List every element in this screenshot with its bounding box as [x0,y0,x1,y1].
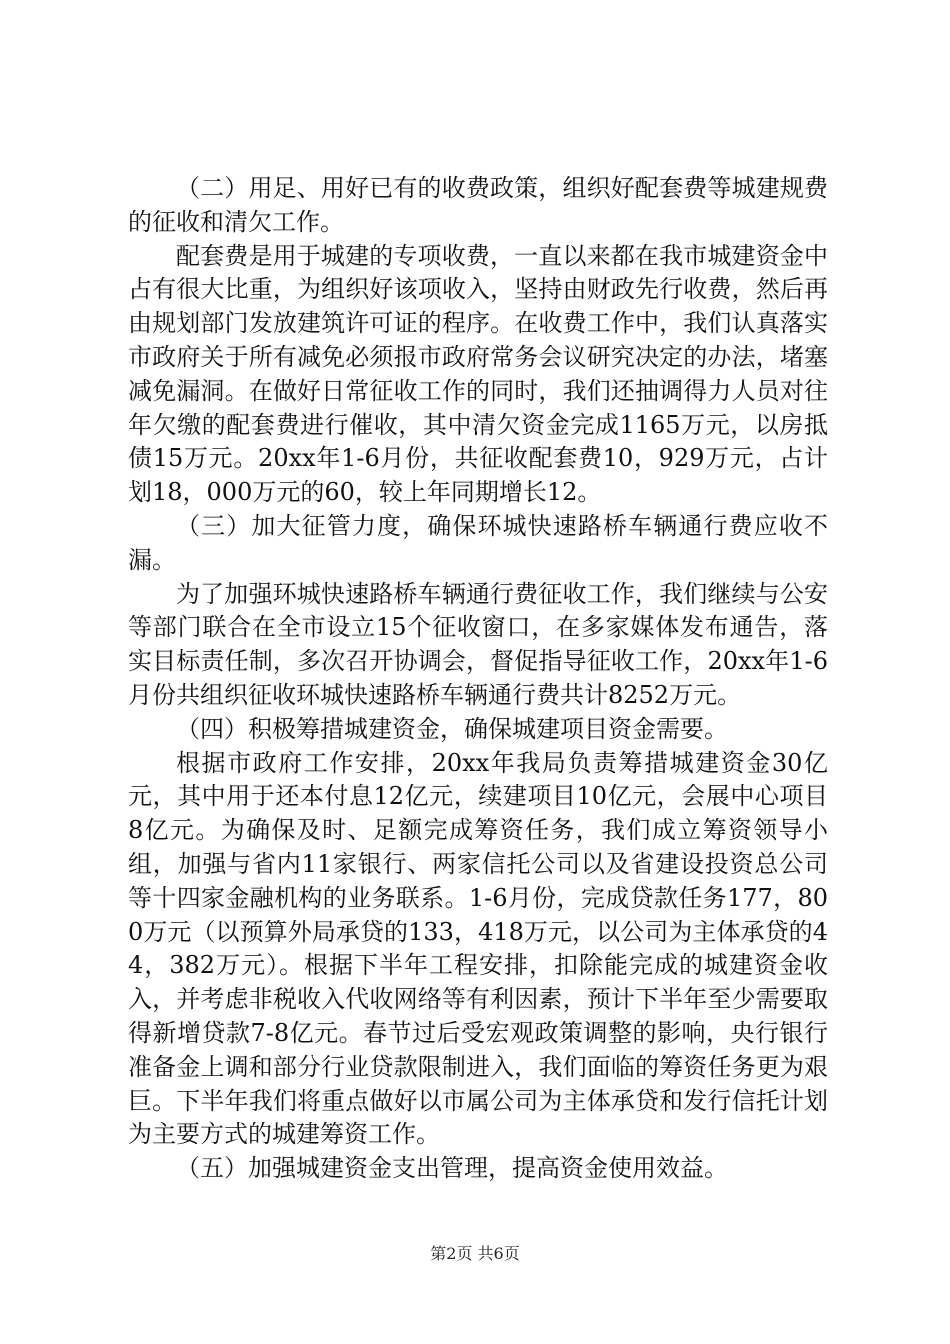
section-heading-2: （二）用足、用好已有的收费政策，组织好配套费等城建规费的征收和清欠工作。 [128,174,828,236]
section-heading-3: （三）加大征管力度，确保环城快速路桥车辆通行费应收不漏。 [128,511,828,574]
section-heading-5: （五）加强城建资金支出管理，提高资金使用效益。 [176,1154,728,1183]
body-paragraph: 为了加强环城快速路桥车辆通行费征收工作，我们继续与公安等部门联合在全市设立15个征收窗口，在多家媒体发布通告，落实目标责任制，多次召开协调会，督促指导征收工作，20xx年1-6月份共组织征收环城快速路桥车辆通行费共计8252万元。 [128,579,828,709]
body-paragraph: 根据市政府工作安排，20xx年我局负责筹措城建资金30亿元，其中用于还本付息12亿元，续建项目10亿元，会展中心项目8亿元。为确保及时、足额完成筹资任务，我们成立筹资领导小组，加强与省内11家银行、两家信托公司以及省建设投资总公司等十四家金融机构的业务联系。1-6月份，完成贷款任务177，800万元（以预算外局承贷的133，418万元，以公司为主体承贷的44，382万元）。根据下半年工程安排，扣除能完成的城建资金收入，并考虑非税收入代收网络等有利因素，预计下半年至少需要取得新增贷款7-8亿元。春节过后受宏观政策调整的影响，央行银行准备金上调和部分行业贷款限制进入，我们面临的筹资任务更为艰巨。下半年我们将重点做好以市属公司为主体承贷和发行信托计划为主要方式的城建筹资工作。 [128,748,828,1149]
document-body [128,172,828,1186]
body-paragraph: 配套费是用于城建的专项收费，一直以来都在我市城建资金中占有很大比重，为组织好该项收入，坚持由财政先行收费，然后再由规划部门发放建筑许可证的程序。在收费工作中，我们认真落实市政府关于所有减免必须报市政府常务会议研究决定的办法，堵塞减免漏洞。在做好日常征收工作的同时，我们还抽调得力人员对往年欠缴的配套费进行催收，其中清欠资金完成1165万元，以房抵债15万元。20xx年1-6月份，共征收配套费10，929万元，占计划18，000万元的60，较上年同期增长12。 [128,241,828,507]
section-heading-4: （四）积极筹措城建资金，确保城建项目资金需要。 [176,714,728,743]
page-number-footer: 第2页 共6页 [430,1244,520,1263]
